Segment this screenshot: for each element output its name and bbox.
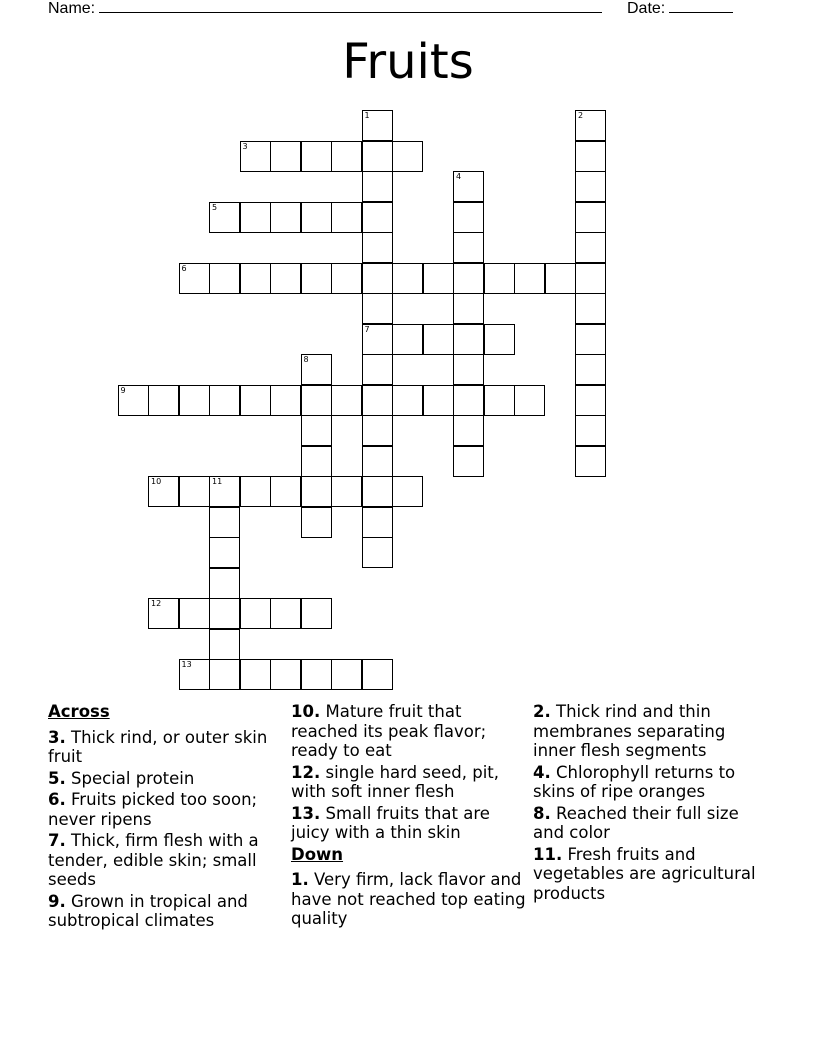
clue-down-4: 4. Chlorophyll returns to skins of ripe oranges bbox=[533, 762, 736, 801]
crossword-cell[interactable] bbox=[240, 476, 271, 507]
crossword-cell[interactable] bbox=[270, 385, 301, 416]
crossword-cell[interactable] bbox=[301, 446, 332, 477]
crossword-cell[interactable] bbox=[575, 232, 606, 263]
crossword-cell[interactable] bbox=[179, 659, 210, 690]
crossword-cell[interactable] bbox=[209, 385, 240, 416]
crossword-cell[interactable] bbox=[575, 171, 606, 202]
crossword-cell[interactable] bbox=[301, 141, 332, 172]
crossword-cell[interactable] bbox=[179, 385, 210, 416]
crossword-cell[interactable] bbox=[484, 263, 515, 294]
crossword-cell[interactable] bbox=[209, 568, 240, 599]
clue-number: 6 bbox=[181, 263, 187, 273]
clue-number: 5 bbox=[212, 202, 218, 212]
clues-column-2 bbox=[291, 702, 527, 931]
crossword-cell[interactable] bbox=[331, 202, 362, 233]
crossword-cell[interactable] bbox=[270, 141, 301, 172]
crossword-cell[interactable] bbox=[453, 232, 484, 263]
clue-across-3: 3. Thick rind, or outer skin fruit bbox=[48, 727, 268, 766]
crossword-cell[interactable] bbox=[453, 354, 484, 385]
crossword-cell[interactable] bbox=[179, 476, 210, 507]
crossword-cell[interactable] bbox=[240, 141, 271, 172]
crossword-cell[interactable] bbox=[484, 324, 515, 355]
crossword-cell[interactable] bbox=[240, 385, 271, 416]
crossword-cell[interactable] bbox=[148, 598, 179, 629]
crossword-cell[interactable] bbox=[514, 385, 545, 416]
clue-number: 4 bbox=[456, 172, 462, 181]
crossword-cell[interactable] bbox=[453, 415, 484, 446]
crossword-cell[interactable] bbox=[453, 263, 484, 294]
crossword-cell[interactable] bbox=[179, 598, 210, 629]
clue-down-1: 1. Very firm, lack flavor and have not reached top eating quality bbox=[291, 870, 526, 928]
date-label: Date: bbox=[627, 0, 666, 17]
clue-number: 7 bbox=[364, 324, 370, 334]
crossword-cell[interactable] bbox=[545, 263, 576, 294]
crossword-cell[interactable] bbox=[331, 385, 362, 416]
crossword-cell[interactable] bbox=[270, 659, 301, 690]
crossword-cell[interactable] bbox=[362, 476, 393, 507]
crossword-cell[interactable] bbox=[362, 507, 393, 538]
crossword-cell[interactable] bbox=[362, 659, 393, 690]
crossword-cell[interactable] bbox=[362, 141, 393, 172]
clue-down-11: 11. Fresh fruits and vegetables are agricultural products bbox=[533, 844, 756, 903]
crossword-cell[interactable] bbox=[362, 415, 393, 446]
crossword-cell[interactable] bbox=[453, 324, 484, 355]
crossword-cell[interactable] bbox=[423, 324, 454, 355]
clue-number: 9 bbox=[120, 385, 126, 395]
crossword-cell[interactable] bbox=[423, 385, 454, 416]
crossword-cell[interactable] bbox=[392, 141, 423, 172]
crossword-cell[interactable] bbox=[575, 324, 606, 355]
crossword-cell[interactable] bbox=[240, 202, 271, 233]
crossword-cell[interactable] bbox=[270, 263, 301, 294]
clue-across-7: 7. Thick, firm flesh with a tender, edible skin; small seeds bbox=[48, 831, 259, 889]
crossword-cell[interactable] bbox=[362, 263, 393, 294]
crossword-cell[interactable] bbox=[209, 263, 240, 294]
clue-number: 8 bbox=[303, 355, 309, 364]
crossword-cell[interactable] bbox=[575, 263, 606, 294]
clue-number: 11 bbox=[212, 477, 223, 486]
clue-across-9: 9. Grown in tropical and subtropical climates bbox=[48, 891, 248, 930]
crossword-cell[interactable] bbox=[301, 659, 332, 690]
clue-across-12: 12. single hard seed, pit, with soft inner flesh bbox=[291, 762, 499, 801]
clue-number: 12 bbox=[151, 599, 162, 608]
clues-column-3 bbox=[533, 702, 769, 905]
crossword-cell[interactable] bbox=[148, 385, 179, 416]
crossword-cell[interactable] bbox=[118, 385, 149, 416]
puzzle-title: Fruits bbox=[342, 34, 474, 90]
clue-across-6: 6. Fruits picked too soon; never ripens bbox=[48, 790, 258, 829]
crossword-cell[interactable] bbox=[392, 324, 423, 355]
crossword-cell[interactable] bbox=[362, 293, 393, 324]
across-heading: Across bbox=[48, 702, 110, 721]
crossword-cell[interactable] bbox=[270, 598, 301, 629]
clues-column-1 bbox=[48, 702, 284, 933]
crossword-cell[interactable] bbox=[362, 202, 393, 233]
crossword-cell[interactable] bbox=[484, 385, 515, 416]
crossword-cell[interactable] bbox=[301, 476, 332, 507]
crossword-cell[interactable] bbox=[301, 385, 332, 416]
crossword-cell[interactable] bbox=[392, 385, 423, 416]
crossword-cell[interactable] bbox=[453, 171, 484, 202]
crossword-cell[interactable] bbox=[148, 476, 179, 507]
crossword-cell[interactable] bbox=[575, 415, 606, 446]
crossword-cell[interactable] bbox=[209, 659, 240, 690]
crossword-cell[interactable] bbox=[240, 263, 271, 294]
crossword-cell[interactable] bbox=[392, 263, 423, 294]
crossword-cell[interactable] bbox=[240, 598, 271, 629]
crossword-cell[interactable] bbox=[362, 446, 393, 477]
crossword-cell[interactable] bbox=[362, 110, 393, 141]
crossword-cell[interactable] bbox=[301, 354, 332, 385]
clue-number: 10 bbox=[151, 477, 162, 486]
crossword-cell[interactable] bbox=[270, 476, 301, 507]
crossword-cell[interactable] bbox=[362, 537, 393, 568]
crossword-cell[interactable] bbox=[362, 385, 393, 416]
crossword-cell[interactable] bbox=[270, 202, 301, 233]
crossword-cell[interactable] bbox=[301, 263, 332, 294]
crossword-cell[interactable] bbox=[423, 263, 454, 294]
crossword-cell[interactable] bbox=[301, 598, 332, 629]
crossword-cell[interactable] bbox=[453, 385, 484, 416]
clue-number: 13 bbox=[181, 660, 192, 669]
crossword-cell[interactable] bbox=[209, 537, 240, 568]
clue-across-13: 13. Small fruits that are juicy with a thin skin bbox=[291, 803, 490, 842]
crossword-cell[interactable] bbox=[301, 415, 332, 446]
crossword-cell[interactable] bbox=[575, 354, 606, 385]
crossword-cell[interactable] bbox=[453, 446, 484, 477]
crossword-cell[interactable] bbox=[362, 171, 393, 202]
clue-down-8: 8. Reached their full size and color bbox=[533, 803, 739, 842]
clue-number: 2 bbox=[578, 111, 584, 120]
crossword-cell[interactable] bbox=[240, 659, 271, 690]
crossword-cell[interactable] bbox=[362, 232, 393, 263]
crossword-cell[interactable] bbox=[453, 202, 484, 233]
clue-across-10: 10. Mature fruit that reached its peak flavor; ready to eat bbox=[291, 702, 487, 760]
crossword-cell[interactable] bbox=[331, 263, 362, 294]
crossword-cell[interactable] bbox=[209, 598, 240, 629]
crossword-cell[interactable] bbox=[453, 293, 484, 324]
crossword-cell[interactable] bbox=[209, 507, 240, 538]
clue-number: 3 bbox=[242, 141, 248, 151]
crossword-cell[interactable] bbox=[575, 110, 606, 141]
name-label: Name: bbox=[48, 0, 96, 17]
crossword-cell[interactable] bbox=[301, 202, 332, 233]
crossword-cell[interactable] bbox=[331, 659, 362, 690]
crossword-cell[interactable] bbox=[575, 141, 606, 172]
crossword-cell[interactable] bbox=[331, 141, 362, 172]
crossword-cell[interactable] bbox=[514, 263, 545, 294]
crossword-cell[interactable] bbox=[362, 324, 393, 355]
crossword-cell[interactable] bbox=[209, 629, 240, 660]
crossword-cell[interactable] bbox=[575, 385, 606, 416]
clue-down-2: 2. Thick rind and thin membranes separating inner flesh segments bbox=[533, 702, 726, 760]
crossword-cell[interactable] bbox=[179, 263, 210, 294]
crossword-cell[interactable] bbox=[209, 202, 240, 233]
crossword-cell[interactable] bbox=[575, 202, 606, 233]
crossword-cell[interactable] bbox=[362, 354, 393, 385]
crossword-cell[interactable] bbox=[331, 476, 362, 507]
clue-number: 1 bbox=[364, 111, 370, 120]
crossword-cell[interactable] bbox=[392, 476, 423, 507]
down-heading: Down bbox=[291, 844, 344, 864]
crossword-cell[interactable] bbox=[575, 446, 606, 477]
crossword-cell[interactable] bbox=[209, 476, 240, 507]
clue-across-5: 5. Special protein bbox=[48, 768, 195, 788]
crossword-cell[interactable] bbox=[575, 293, 606, 324]
crossword-cell[interactable] bbox=[301, 507, 332, 538]
